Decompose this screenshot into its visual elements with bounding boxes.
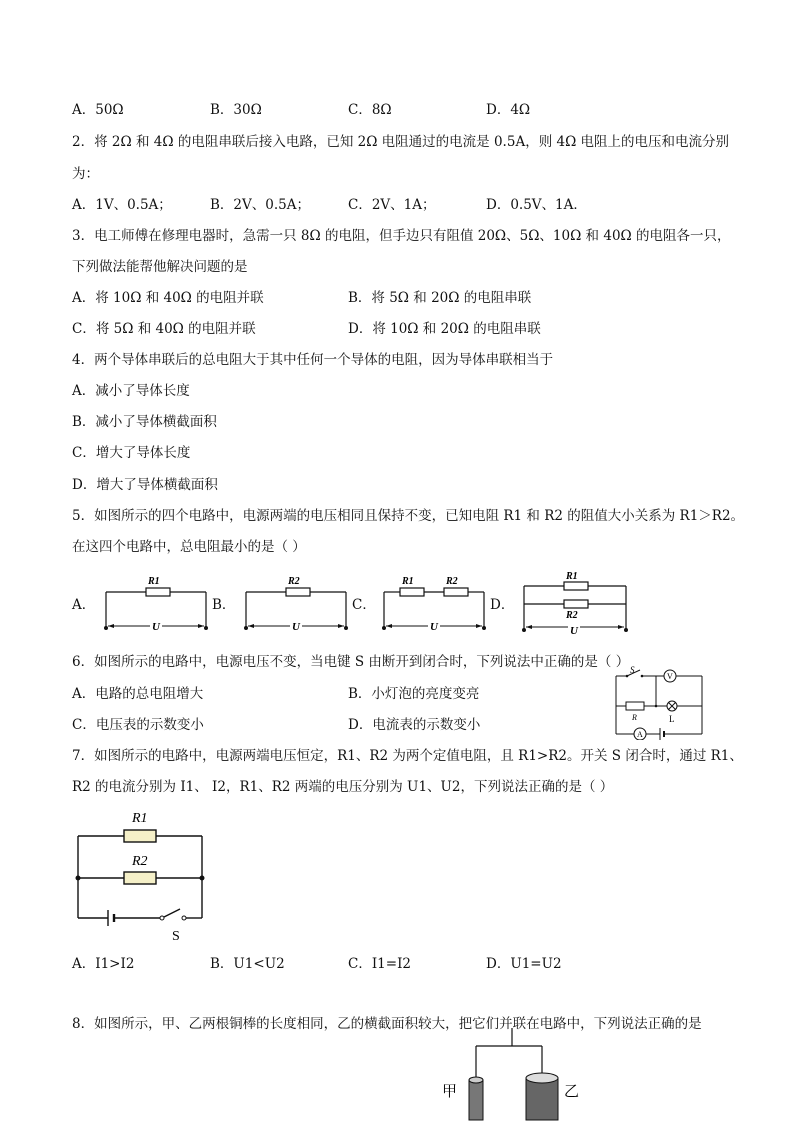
q4-option-c: C．增大了导体长度 <box>72 445 191 461</box>
switch-label: S <box>630 665 635 675</box>
q7-option-b: B．U1<U2 <box>210 956 285 972</box>
r1-label: R1 <box>402 576 414 587</box>
q2-option-b: B．2V、0.5A； <box>210 197 310 213</box>
q5-option-b-label: B． <box>212 597 236 613</box>
q3-option-d: D．将 10Ω 和 20Ω 的电阻串联 <box>348 321 541 337</box>
r1-label: R1 <box>132 811 148 826</box>
q7-stem-line1: 7．如图所示的电路中，电源两端电压恒定，R1、R2 为两个定值电阻，且 R1>R2。开关 S 闭合时，通过 R1、 <box>72 748 743 764</box>
q1-option-c: C．8Ω <box>348 102 392 118</box>
q7-option-d: D．U1=U2 <box>486 956 562 972</box>
u-label: U <box>430 621 438 632</box>
r1-label: R1 <box>566 571 578 582</box>
q5-circuit-c <box>378 570 490 632</box>
q2-stem-line2: 为： <box>72 166 99 182</box>
q4-stem: 4．两个导体串联后的总电阻大于其中任何一个导体的电阻，因为导体串联相当于 <box>72 352 554 368</box>
q5-option-a-label: A． <box>72 597 96 613</box>
q6-circuit-diagram <box>612 664 708 740</box>
q5-circuit-d <box>518 568 632 636</box>
q6-option-b: B．小灯泡的亮度变亮 <box>348 686 480 702</box>
q8-stem: 8．如图所示，甲、乙两根铜棒的长度相同，乙的横截面积较大，把它们并联在电路中，下列说法正确的是 <box>72 1016 702 1032</box>
r2-label: R2 <box>132 854 148 869</box>
switch-label: S <box>172 929 180 944</box>
q3-option-b: B．将 5Ω 和 20Ω 的电阻串联 <box>348 290 532 306</box>
r2-label: R2 <box>288 576 300 587</box>
jia-label: 甲 <box>442 1084 458 1100</box>
q6-option-d: D．电流表的示数变小 <box>348 717 481 733</box>
q5-stem-line1: 5．如图所示的四个电路中，电源两端的电压相同且保持不变，已知电阻 R1 和 R2 的阻值大小关系为 R1＞R2。 <box>72 508 745 524</box>
q6-option-a: A．电路的总电阻增大 <box>72 686 204 702</box>
q3-option-c: C．将 5Ω 和 40Ω 的电阻并联 <box>72 321 256 337</box>
q2-option-c: C．2V、1A； <box>348 197 436 213</box>
q2-option-d: D．0.5V、1A． <box>486 197 587 213</box>
q5-circuit-b <box>240 570 352 632</box>
q7-option-c: C．I1=I2 <box>348 956 411 972</box>
q7-circuit-diagram <box>70 804 210 944</box>
u-label: U <box>292 621 300 632</box>
q1-option-a: A．50Ω <box>72 102 124 118</box>
q4-option-a: A．减小了导体长度 <box>72 383 190 399</box>
q6-stem: 6．如图所示的电路中，电源电压不变，当电键 S 由断开到闭合时，下列说法中正确的是（ ） <box>72 654 630 670</box>
q5-stem-line2: 在这四个电路中，总电阻最小的是（ ） <box>72 539 306 555</box>
q3-stem-line2: 下列做法能帮他解决问题的是 <box>72 259 248 275</box>
q5-circuit-a <box>100 570 212 632</box>
u-label: U <box>570 625 578 636</box>
q7-option-a: A．I1>I2 <box>72 956 135 972</box>
q4-option-b: B．减小了导体横截面积 <box>72 414 217 430</box>
yi-label: 乙 <box>564 1084 580 1100</box>
q4-option-d: D．增大了导体横截面积 <box>72 477 218 493</box>
ammeter-label: A <box>637 730 643 739</box>
u-label: U <box>152 621 160 632</box>
q5-option-c-label: C． <box>352 597 376 613</box>
r1-label: R1 <box>148 576 160 587</box>
r2-label: R2 <box>566 610 578 621</box>
q1-option-d: D．4Ω <box>486 102 531 118</box>
q3-stem-line1: 3．电工师傅在修理电器时，急需一只 8Ω 的电阻，但手边只有阻值 20Ω、5Ω、10Ω 和 40Ω 的电阻各一只， <box>72 228 731 244</box>
q7-stem-line2: R2 的电流分别为 I1、 I2，R1、R2 两端的电压分别为 U1、U2，下列说法正确的是（ ） <box>72 779 614 795</box>
resistor-label: R <box>632 713 637 722</box>
lamp-label: L <box>669 714 675 724</box>
q8-copper-rods-diagram <box>436 1028 596 1123</box>
voltmeter-label: V <box>667 672 673 681</box>
q2-stem-line1: 2．将 2Ω 和 4Ω 的电阻串联后接入电路，已知 2Ω 电阻通过的电流是 0.5A，则 4Ω 电阻上的电压和电流分别 <box>72 134 730 150</box>
q1-option-b: B．30Ω <box>210 102 262 118</box>
r2-label: R2 <box>446 576 458 587</box>
q6-option-c: C．电压表的示数变小 <box>72 717 204 733</box>
q5-option-d-label: D． <box>490 597 515 613</box>
q3-option-a: A．将 10Ω 和 40Ω 的电阻并联 <box>72 290 264 306</box>
q2-option-a: A．1V、0.5A； <box>72 197 172 213</box>
